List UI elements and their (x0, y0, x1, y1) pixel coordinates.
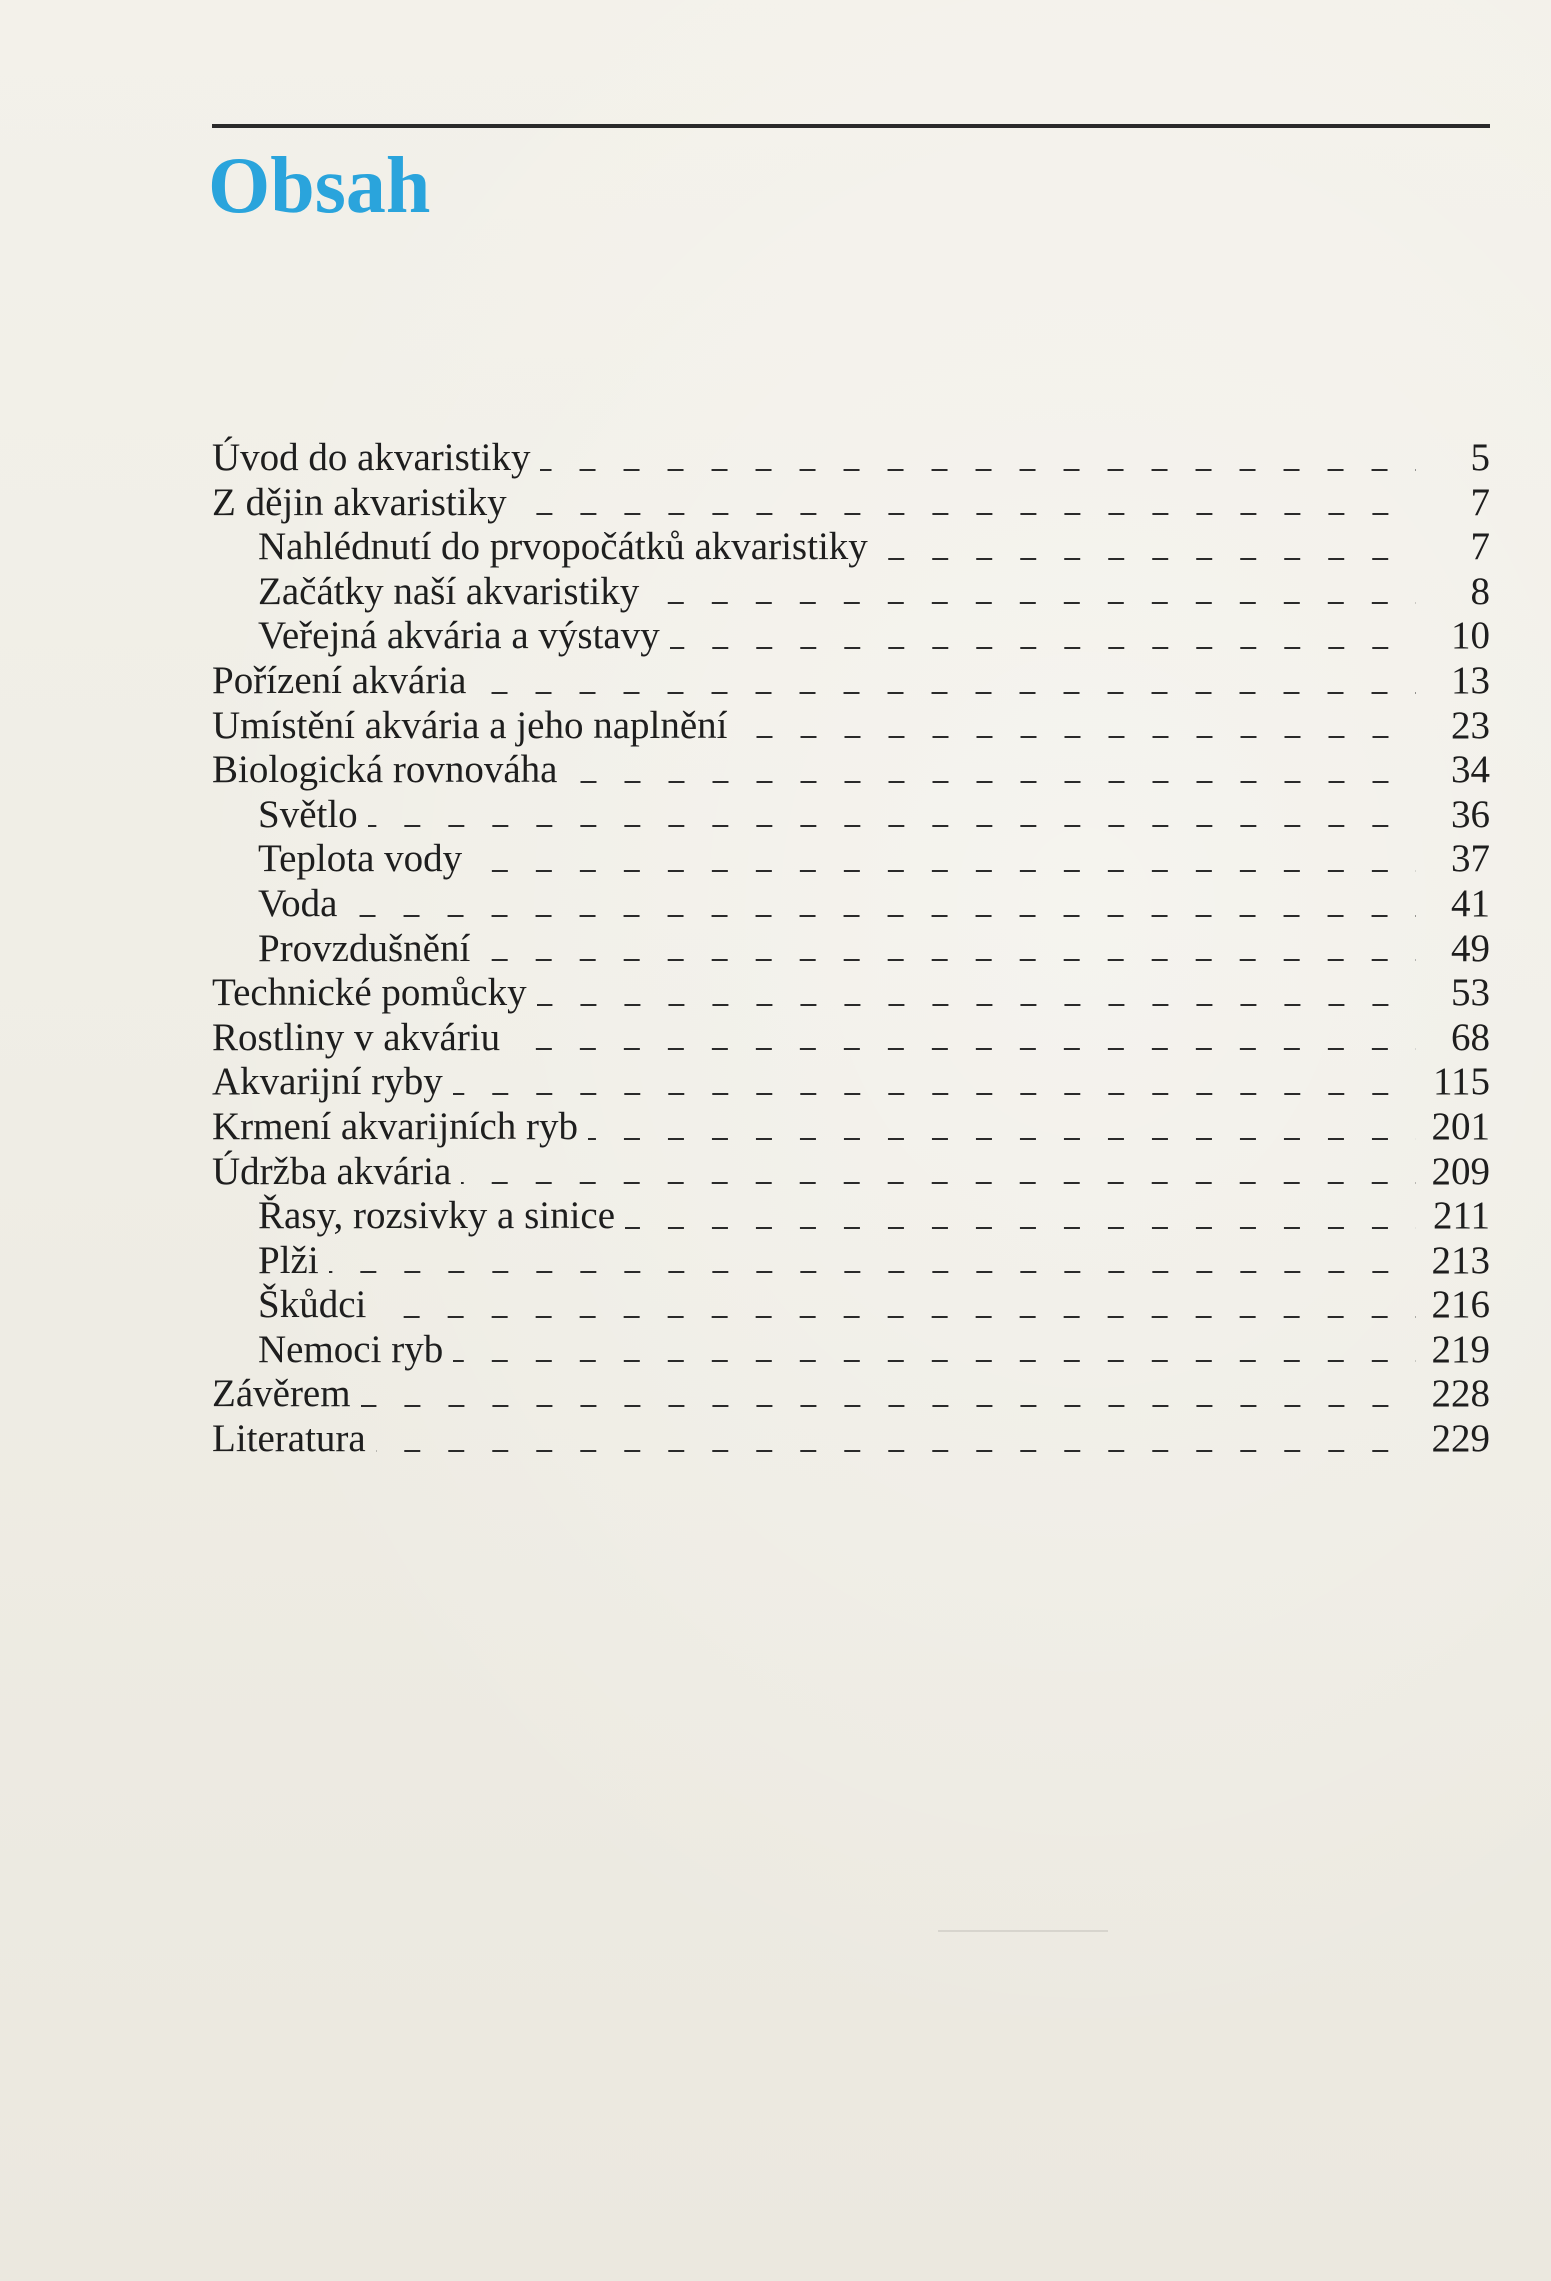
toc-entry-label: Nahlédnutí do prvopočátků akvaristiky (258, 525, 868, 569)
toc-entry-page: 10 (1451, 614, 1490, 658)
toc-entry (212, 436, 1490, 481)
toc-entry-label: Rostliny v akváriu (212, 1015, 501, 1059)
toc-entry (212, 1105, 1490, 1150)
toc-entry-label: Veřejná akvária a výstavy (258, 614, 660, 658)
toc-entry-label: Závěrem (212, 1372, 351, 1416)
toc-entry (212, 704, 1490, 749)
toc-entry-page: 53 (1451, 971, 1490, 1015)
toc-entry-page: 229 (1431, 1417, 1490, 1461)
toc-entry (212, 1060, 1490, 1105)
toc-entry-page: 228 (1431, 1372, 1490, 1416)
toc-entry-page: 7 (1470, 525, 1490, 569)
dash-leader (568, 781, 1417, 783)
toc-entry-page: 213 (1431, 1238, 1490, 1282)
toc-entry-label: Plži (258, 1238, 319, 1282)
toc-entry (212, 659, 1490, 704)
dash-leader (368, 825, 1416, 827)
toc-entry-label: Literatura (212, 1417, 366, 1461)
toc-entry (212, 793, 1490, 838)
toc-entry-page: 37 (1451, 837, 1490, 881)
toc-entry (212, 748, 1490, 793)
toc-entry-page: 41 (1451, 881, 1490, 925)
toc-entry-page: 211 (1432, 1194, 1490, 1238)
toc-entry (212, 1283, 1490, 1328)
toc-entry (212, 1150, 1490, 1195)
page-title: Obsah (208, 142, 431, 230)
toc-entry (212, 1239, 1490, 1284)
dash-leader (476, 692, 1416, 694)
toc-entry (212, 1194, 1490, 1239)
toc-entry (212, 1417, 1490, 1462)
dash-leader (376, 1450, 1416, 1452)
toc-entry-label: Z dějin akvaristiky (212, 480, 507, 524)
dash-leader (510, 1048, 1416, 1050)
toc-entry-page: 209 (1431, 1149, 1490, 1193)
toc-entry-label: Provzdušnění (258, 926, 471, 970)
toc-entry-page: 49 (1451, 926, 1490, 970)
dash-leader (453, 1360, 1416, 1362)
toc-entry-label: Voda (258, 881, 338, 925)
dash-leader (649, 602, 1416, 604)
toc-entry-page: 216 (1431, 1283, 1490, 1327)
toc-entry-page: 115 (1432, 1060, 1490, 1104)
toc-entry-page: 7 (1470, 480, 1490, 524)
toc-entry-page: 219 (1431, 1327, 1490, 1371)
toc-entry-page: 8 (1470, 569, 1490, 613)
toc-entry-label: Údržba akvária (212, 1149, 452, 1193)
toc-entry-page: 5 (1470, 436, 1490, 479)
toc-entry (212, 481, 1490, 526)
toc-entry-page: 36 (1451, 792, 1490, 836)
dash-leader (537, 1004, 1416, 1006)
toc-entry-label: Akvarijní ryby (212, 1060, 443, 1104)
toc-entry (212, 1016, 1490, 1061)
dash-leader (453, 1093, 1416, 1095)
dash-leader (347, 915, 1416, 917)
toc-entry (212, 927, 1490, 972)
toc-entry-label: Technické pomůcky (212, 971, 527, 1015)
toc-entry-label: Úvod do akvaristiky (212, 436, 531, 479)
dash-leader (480, 959, 1416, 961)
toc-entry-page: 13 (1451, 658, 1490, 702)
toc-entry (212, 1372, 1490, 1417)
toc-entry-label: Škůdci (258, 1283, 367, 1327)
toc-entry-label: Pořízení akvária (212, 658, 467, 702)
toc-entry-label: Teplota vody (258, 837, 463, 881)
dash-leader (461, 1182, 1416, 1184)
toc-entry (212, 837, 1490, 882)
dash-leader (738, 736, 1417, 738)
toc-entry (212, 1328, 1490, 1373)
toc-entry-label: Biologická rovnováha (212, 748, 558, 792)
toc-entry-page: 68 (1451, 1015, 1490, 1059)
toc-entry (212, 570, 1490, 615)
toc-entry-label: Řasy, rozsivky a sinice (258, 1194, 616, 1238)
toc-entry-page: 23 (1451, 703, 1490, 747)
toc-entry (212, 614, 1490, 659)
table-of-contents (212, 436, 1490, 1462)
dash-leader (329, 1271, 1416, 1273)
show-through-line (938, 1930, 1108, 1932)
top-rule (212, 124, 1490, 128)
toc-entry-page: 201 (1431, 1104, 1490, 1148)
dash-leader (878, 558, 1416, 560)
dash-leader (588, 1138, 1416, 1140)
dash-leader (670, 647, 1416, 649)
dash-leader (540, 469, 1416, 471)
toc-entry (212, 882, 1490, 927)
toc-entry-label: Světlo (258, 792, 358, 836)
dash-leader (472, 870, 1416, 872)
toc-entry (212, 525, 1490, 570)
dash-leader (361, 1405, 1416, 1407)
toc-entry-label: Začátky naší akvaristiky (258, 569, 640, 613)
dash-leader (517, 513, 1416, 515)
toc-entry-page: 34 (1451, 748, 1490, 792)
toc-entry-label: Nemoci ryb (258, 1327, 444, 1371)
toc-entry-label: Umístění akvária a jeho naplnění (212, 703, 728, 747)
dash-leader (625, 1227, 1416, 1229)
dash-leader (376, 1316, 1416, 1318)
toc-entry (212, 971, 1490, 1016)
toc-entry-label: Krmení akvarijních ryb (212, 1104, 579, 1148)
